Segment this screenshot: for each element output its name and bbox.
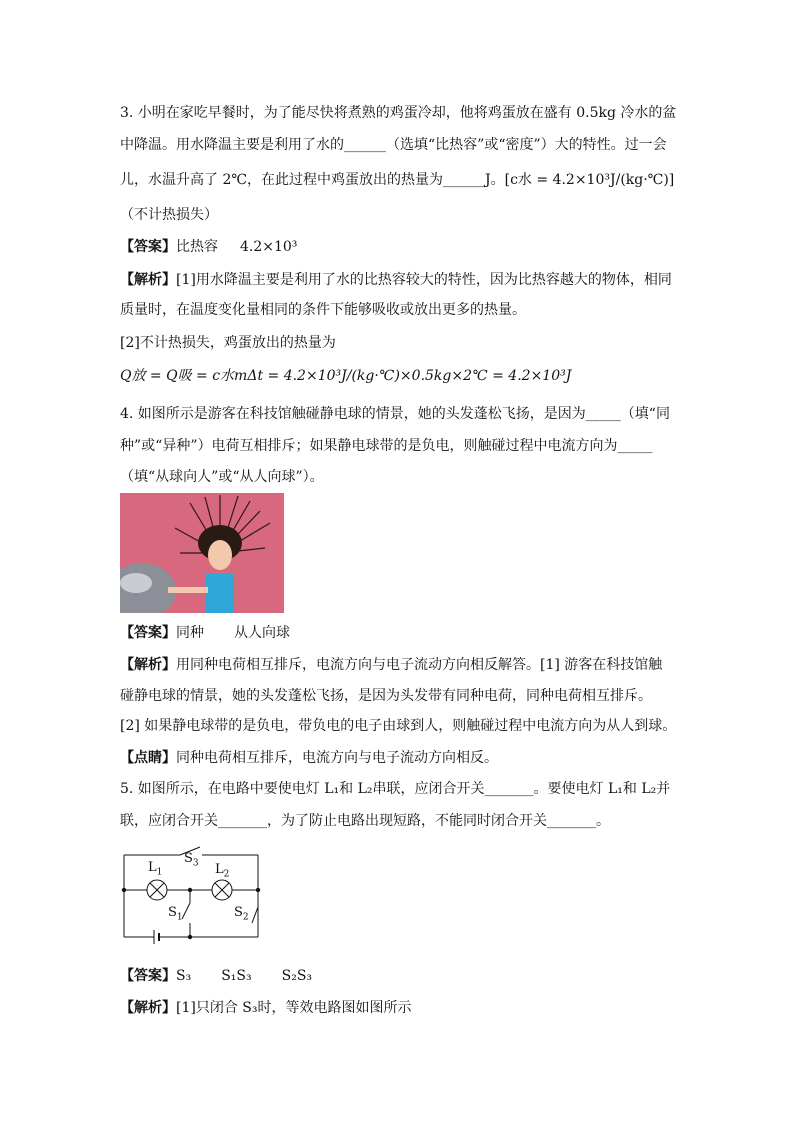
q4-analysis-2: 碰静电球的情景，她的头发蓬松飞扬，是因为头发带有同种电荷，同种电荷相互排斥。 xyxy=(120,688,652,704)
answer-1: 同种 xyxy=(176,625,204,641)
label-s3: $S_3$ xyxy=(184,851,199,869)
answer-2: 4.2×10³ xyxy=(240,239,298,255)
q3-line-1: 3. 小明在家吃早餐时，为了能尽快将煮熟的鸡蛋冷却，他将鸡蛋放在盛有 0.5kg 冷水的盆 xyxy=(120,105,677,121)
q3-line-3: 儿，水温升高了 2℃，在此过程中鸡蛋放出的热量为______J。[c水 = 4.2×10³J/(kg·℃)] xyxy=(120,172,675,188)
answer-1: S₃ xyxy=(176,968,192,984)
label-l2: $L_2$ xyxy=(215,862,230,880)
q5-analysis-1 xyxy=(120,998,411,1018)
q3-line-4: （不计热损失） xyxy=(120,207,218,223)
q3-analysis-1 xyxy=(120,270,672,290)
q3-formula: Q放 = Q吸 = c水mΔt = 4.2×10³J/(kg·℃)×0.5kg×2℃ = 4.2×10³J xyxy=(120,368,572,384)
q3-analysis-2: 质量时，在温度变化量相同的条件下能够吸收或放出更多的热量。 xyxy=(120,302,526,318)
static-ball-photo xyxy=(120,493,284,613)
circuit-diagram xyxy=(118,845,268,945)
answer-3: S₂S₃ xyxy=(281,968,313,984)
q4-line-3: （填“从球向人”或“从人向球”）。 xyxy=(120,469,324,485)
q5-line-1: 5. 如图所示，在电路中要使电灯 L₁和 L₂串联，应闭合开关_______。要使电灯 L₁和 L₂并 xyxy=(120,781,671,797)
q5-line-2: 联，应闭合开关_______，为了防止电路出现短路，不能同时闭合开关_______。 xyxy=(120,813,610,829)
q4-comment xyxy=(120,748,498,768)
q4-analysis-1 xyxy=(120,655,662,675)
analysis-text: [1]只闭合 S₃时，等效电路图如图所示 xyxy=(176,1000,412,1016)
answer-2: 从人向球 xyxy=(234,625,290,641)
label-s2: $S_2$ xyxy=(234,905,249,923)
answer-tag: 【答案】 xyxy=(120,239,176,255)
q3-answer xyxy=(120,237,297,257)
q3-analysis-3: [2]不计热损失，鸡蛋放出的热量为 xyxy=(120,335,336,351)
answer-1: 比热容 xyxy=(176,239,218,255)
photo-illustration xyxy=(120,493,284,613)
answer-2: S₁S₃ xyxy=(221,968,252,984)
q4-analysis-3: [2] 如果静电球带的是负电，带负电的电子由球到人，则触碰过程中电流方向为从人到球。 xyxy=(120,718,677,734)
analysis-tag: 【解析】 xyxy=(120,1000,176,1016)
q3-line-2: 中降温。用水降温主要是利用了水的______（选填“比热容”或“密度”）大的特性。过一会 xyxy=(120,137,667,153)
answer-tag: 【答案】 xyxy=(120,625,176,641)
comment-text: 同种电荷相互排斥，电流方向与电子流动方向相反。 xyxy=(176,750,498,766)
label-l1: $L_1$ xyxy=(148,860,163,878)
label-s1: $S_1$ xyxy=(168,905,183,923)
comment-tag: 【点睛】 xyxy=(120,750,176,766)
q5-answer xyxy=(120,966,312,986)
answer-tag: 【答案】 xyxy=(120,968,176,984)
q4-line-1: 4. 如图所示是游客在科技馆触碰静电球的情景，她的头发蓬松飞扬，是因为_____（填“同 xyxy=(120,406,670,422)
q4-line-2: 种”或“异种”）电荷互相排斥；如果静电球带的是负电，则触碰过程中电流方向为_____ xyxy=(120,438,653,454)
analysis-text: [1]用水降温主要是利用了水的比热容较大的特性，因为比热容越大的物体，相同 xyxy=(176,272,672,288)
analysis-tag: 【解析】 xyxy=(120,657,176,673)
analysis-tag: 【解析】 xyxy=(120,272,176,288)
q4-answer xyxy=(120,623,290,643)
analysis-text: 用同种电荷相互排斥，电流方向与电子流动方向相反解答。[1] 游客在科技馆触 xyxy=(176,657,663,673)
